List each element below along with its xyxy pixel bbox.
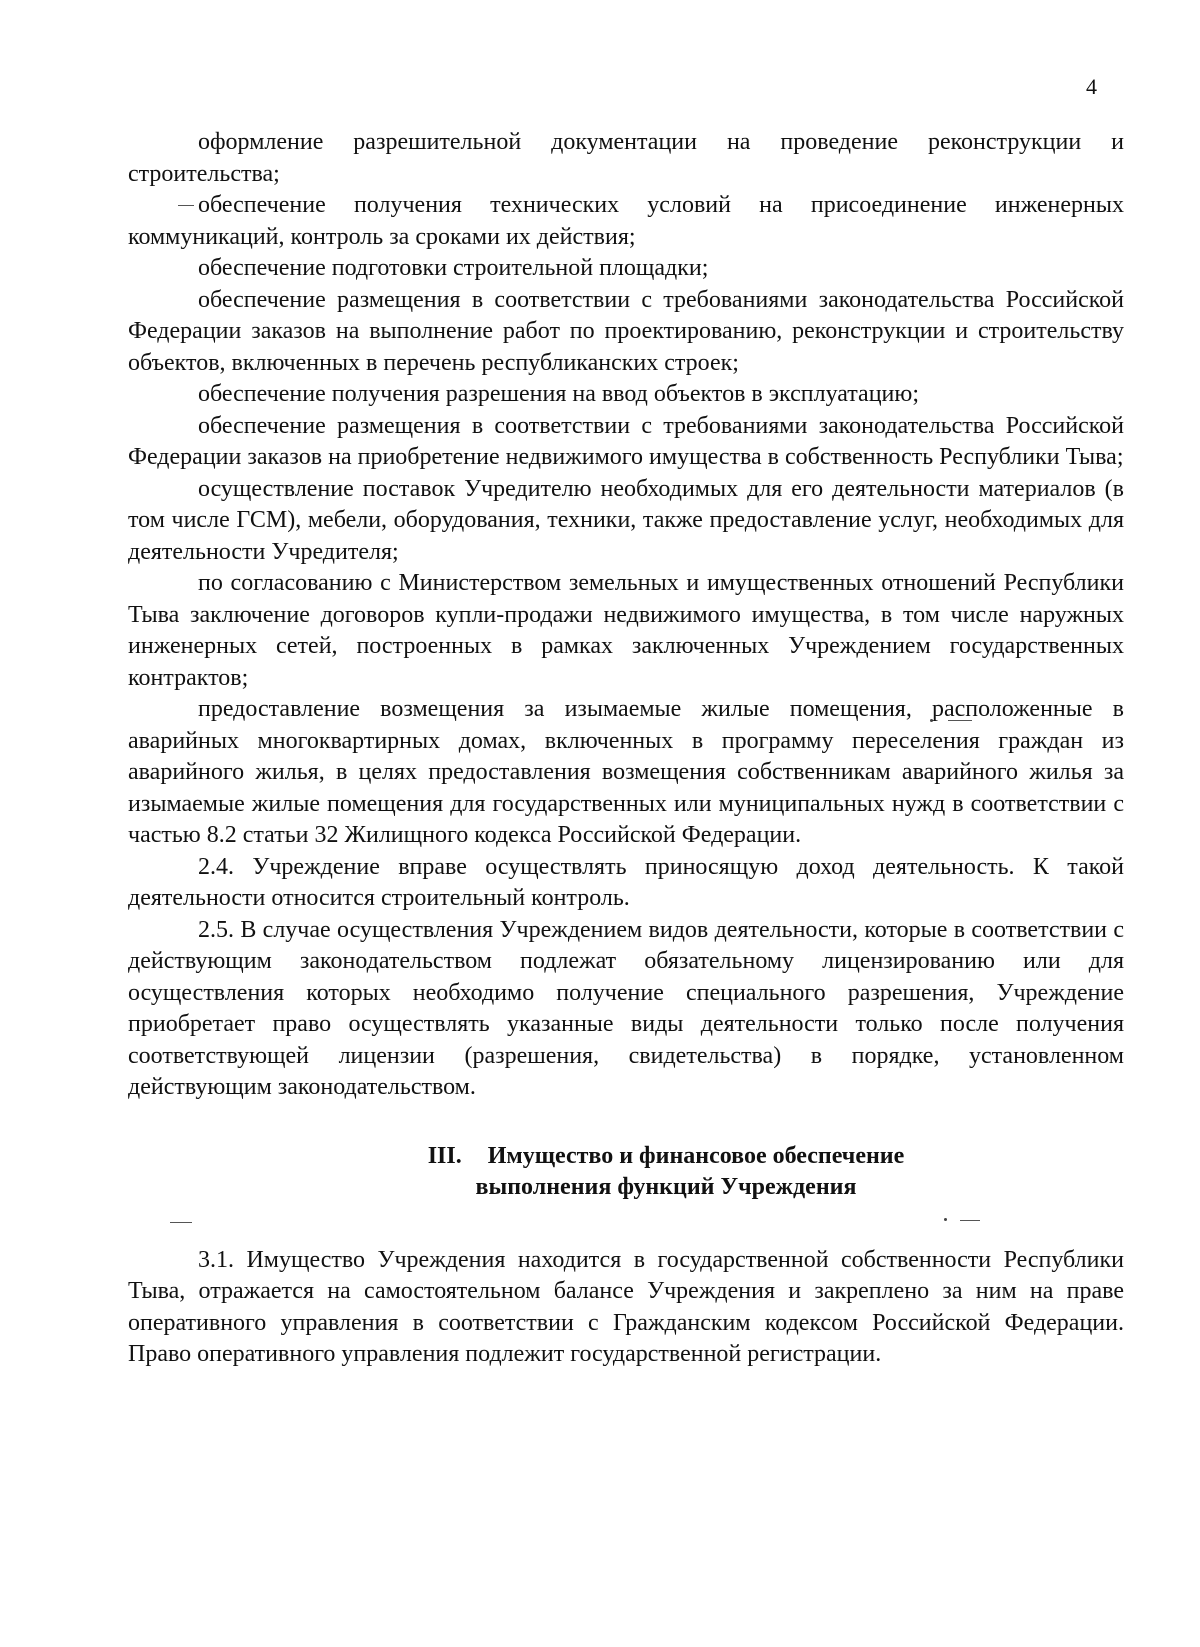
paragraph: по согласованию с Министерством земельных и имущественных отношений Республики Тыва заключение договоров купли-продажи недвижимого имущества, в том числе наружных инженерных сетей, построенных в рамках заключенных Учреждением государственных контрактов; bbox=[128, 570, 1124, 691]
paragraph: 2.5. В случае осуществления Учреждением видов деятельности, которые в соответствии с действующим законодательством подлежат обязательному лицензированию или для осуществления которых необходимо получение специального разрешения, Учреждение приобретает право осуществлять указанные виды деятельности только после получения соответствующей лицензии (разрешения, свидетельства) в порядке, установленном действующим законодательством. bbox=[128, 916, 1124, 1100]
paragraph: предоставление возмещения за изымаемые жилые помещения, расположенные в аварийных многоквартирных домах, включенных в программу переселения граждан из аварийного жилья, в целях предоставления возмещения собственникам аварийного жилья за изымаемые жилые помещения для государственных или муниципальных нужд в соответствии с частью 8.2 статьи 32 Жилищного кодекса Российской Федерации. bbox=[128, 696, 1124, 848]
section-number: III. bbox=[427, 1142, 462, 1169]
paragraph: оформление разрешительной документации на проведение реконструкции и строительства; bbox=[128, 129, 1124, 187]
paragraph: 3.1. Имущество Учреждения находится в государственной собственности Республики Тыва, отражается на самостоятельном балансе Учреждения и закреплено за ним на праве оперативного управления в соответствии с Гражданским кодексом Российской Федерации. Право оперативного управления подлежит государственной регистрации. bbox=[128, 1246, 1124, 1367]
paragraph: обеспечение подготовки строительной площадки; bbox=[198, 255, 709, 281]
paragraph: обеспечение размещения в соответствии с требованиями законодательства Российской Федерации заказов на выполнение работ по проектированию, реконструкции и строительству объектов, включенных в перечень республиканских строек; bbox=[128, 286, 1124, 376]
document-body bbox=[128, 127, 1124, 1371]
paragraph: 2.4. Учреждение вправе осуществлять приносящую доход деятельность. К такой деятельности относится строительный контроль. bbox=[128, 853, 1124, 911]
section-heading bbox=[128, 1141, 1124, 1204]
paragraph: обеспечение получения технических условий на присоединение инженерных коммуникаций, контроль за сроками их действия; bbox=[128, 192, 1124, 250]
section-title-line-2: выполнения функций Учреждения bbox=[475, 1174, 857, 1200]
paragraph: осуществление поставок Учредителю необходимых для его деятельности материалов (в том числе ГСМ), мебели, оборудования, техники, также предоставление услуг, необходимых для деятельности Учредителя; bbox=[128, 475, 1124, 565]
paragraph: обеспечение размещения в соответствии с требованиями законодательства Российской Федерации заказов на приобретение недвижимого имущества в собственность Республики Тыва; bbox=[128, 412, 1124, 470]
section-title-line-1: Имущество и финансовое обеспечение bbox=[487, 1142, 905, 1169]
page-number: 4 bbox=[1086, 74, 1097, 99]
paragraph: обеспечение получения разрешения на ввод объектов в эксплуатацию; bbox=[198, 381, 919, 407]
